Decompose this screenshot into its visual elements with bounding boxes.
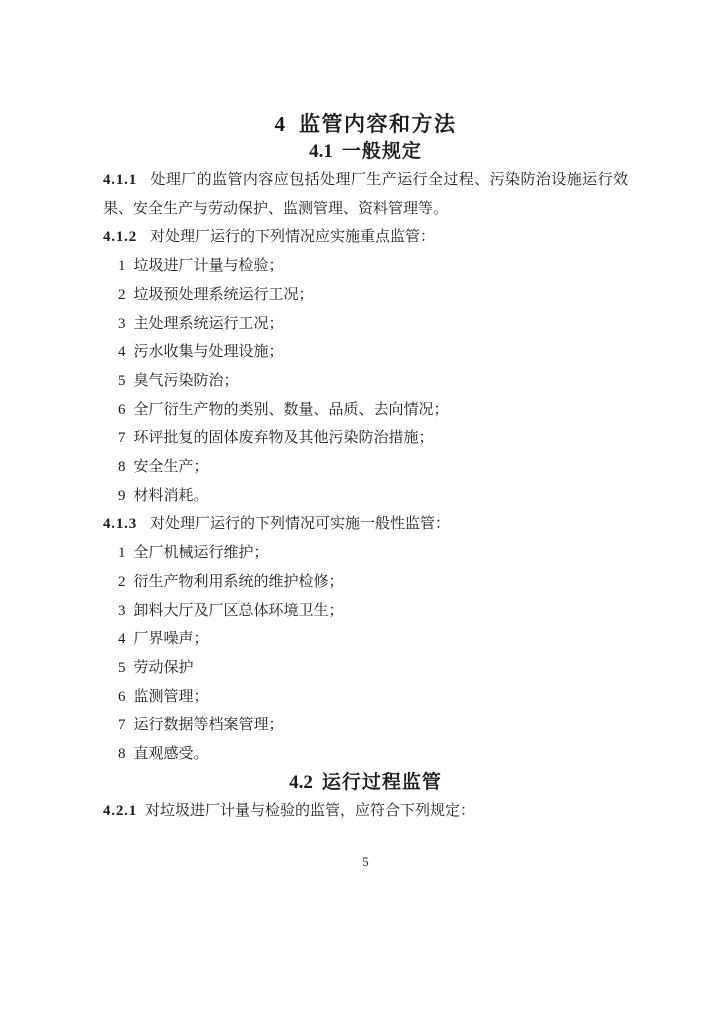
- section-title: 运行过程监管: [321, 771, 442, 793]
- list-4-1-2: [103, 252, 628, 510]
- item-number: 6: [118, 401, 126, 418]
- list-item: [103, 625, 628, 654]
- item-text: 环评批复的固体废弃物及其他污染防治措施；: [133, 430, 434, 447]
- list-item: [103, 338, 628, 367]
- item-number: 4: [118, 631, 126, 648]
- list-item: [103, 597, 628, 626]
- item-number: 9: [118, 487, 126, 504]
- clause-text: 对垃圾进厂计量与检验的监管，应符合下列规定：: [145, 802, 476, 819]
- item-number: 5: [118, 372, 126, 389]
- clause-number: 4.2.1: [103, 802, 137, 819]
- item-number: 5: [118, 659, 126, 676]
- item-text: 垃圾预处理系统运行工况；: [133, 286, 314, 303]
- item-text: 运行数据等档案管理；: [133, 717, 284, 734]
- clause-number: 4.1.1: [103, 172, 137, 188]
- list-item: [103, 654, 628, 683]
- document-body: [103, 166, 628, 825]
- item-text: 直观感受。: [133, 746, 209, 763]
- item-text: 卸料大厅及厂区总体环境卫生；: [133, 602, 344, 619]
- item-text: 监测管理；: [133, 688, 209, 705]
- item-text: 材料消耗。: [133, 487, 209, 504]
- list-item: [103, 539, 628, 568]
- item-number: 1: [118, 258, 126, 275]
- list-item: [103, 683, 628, 712]
- section-number: 4.1: [309, 141, 333, 162]
- item-text: 厂界噪声；: [133, 631, 209, 648]
- clause-text: 处理厂的监管内容应包括处理厂生产运行全过程、污染防治设施运行效果、安全生产与劳动保护、监测管理、资料管理等。: [103, 172, 628, 217]
- list-4-1-3: [103, 539, 628, 769]
- item-text: 安全生产；: [133, 459, 209, 476]
- item-text: 全厂机械运行维护；: [133, 545, 269, 562]
- item-text: 污水收集与处理设施；: [133, 344, 284, 361]
- clause-4-1-3: [103, 510, 628, 539]
- list-item: [103, 453, 628, 482]
- chapter-heading: [103, 110, 628, 138]
- item-number: 4: [118, 344, 126, 361]
- list-item: [103, 740, 628, 769]
- list-item: [103, 252, 628, 281]
- item-text: 垃圾进厂计量与检验；: [133, 258, 284, 275]
- clause-4-1-2: [103, 223, 628, 252]
- list-item: [103, 310, 628, 339]
- clause-number: 4.1.2: [103, 229, 137, 246]
- item-text: 主处理系统运行工况；: [133, 315, 284, 332]
- item-number: 6: [118, 688, 126, 705]
- list-item: [103, 281, 628, 310]
- item-number: 2: [118, 573, 126, 590]
- chapter-number: 4: [274, 112, 285, 136]
- page-number: 5: [362, 855, 369, 870]
- item-number: 3: [118, 315, 126, 332]
- clause-4-1-1: [103, 166, 628, 223]
- item-number: 2: [118, 286, 126, 303]
- section-heading-4-2: [103, 769, 628, 797]
- item-text: 臭气污染防治；: [133, 372, 239, 389]
- clause-number: 4.1.3: [103, 516, 137, 533]
- list-item: [103, 367, 628, 396]
- item-text: 衍生产物利用系统的维护检修；: [133, 573, 344, 590]
- item-number: 7: [118, 430, 126, 447]
- item-number: 7: [118, 717, 126, 734]
- list-item: [103, 482, 628, 511]
- list-item: [103, 396, 628, 425]
- section-heading-4-1: [103, 138, 628, 166]
- section-title: 一般规定: [341, 141, 422, 162]
- clause-text: 对处理厂运行的下列情况可实施一般性监管：: [150, 516, 451, 533]
- item-number: 3: [118, 602, 126, 619]
- item-number: 8: [118, 459, 126, 476]
- list-item: [103, 568, 628, 597]
- list-item: [103, 711, 628, 740]
- chapter-title: 监管内容和方法: [299, 112, 457, 136]
- item-number: 1: [118, 545, 126, 562]
- list-item: [103, 424, 628, 453]
- item-text: 劳动保护: [133, 659, 194, 676]
- clause-text: 对处理厂运行的下列情况应实施重点监管：: [150, 229, 436, 246]
- item-text: 全厂衍生产物的类别、数量、品质、去向情况；: [133, 401, 449, 418]
- section-number: 4.2: [289, 771, 313, 793]
- item-number: 8: [118, 746, 126, 763]
- clause-4-2-1: [103, 797, 628, 826]
